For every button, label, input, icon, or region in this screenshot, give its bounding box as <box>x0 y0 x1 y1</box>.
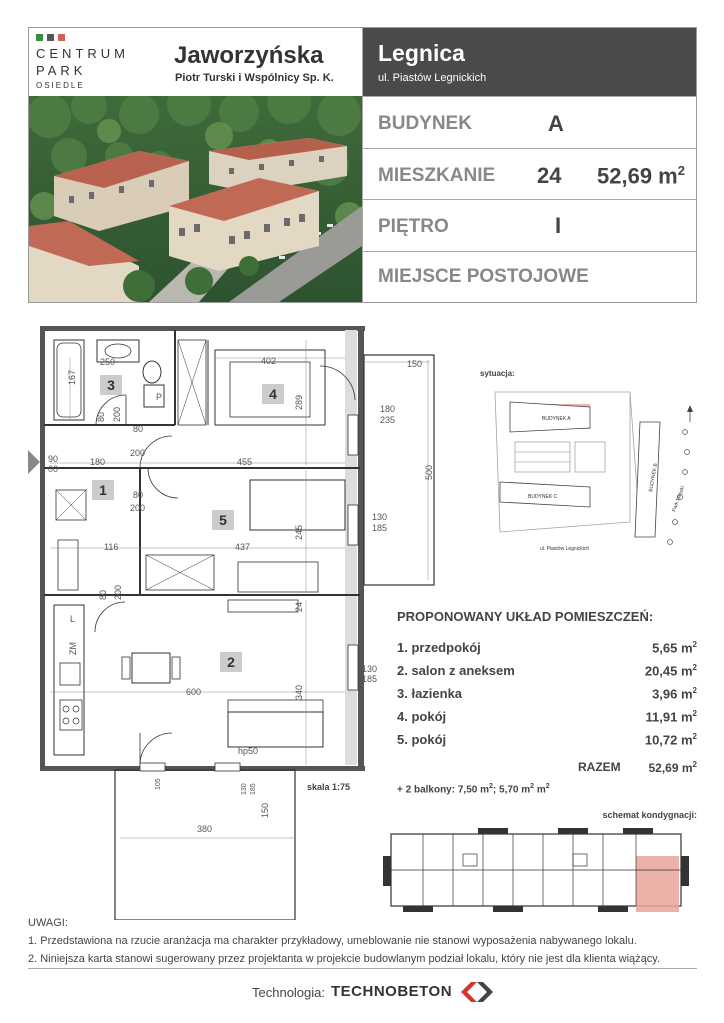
schema-label: schemat kondygnacji: <box>602 810 697 820</box>
room-number-4: 4 <box>269 386 277 402</box>
building-value: A <box>548 111 564 136</box>
dim-235: 235 <box>380 415 396 425</box>
room-row: 4. pokój 11,91 $m^2$ <box>397 709 697 725</box>
dim-130c: 130 <box>241 783 248 795</box>
room-row: 5. pokój 10,72 $m^2$ <box>397 732 697 748</box>
logo-area <box>29 28 363 96</box>
room-number-1: 1 <box>99 482 107 498</box>
divider <box>362 199 696 200</box>
sit-park: Park Miejski <box>671 485 687 513</box>
floor-value: I <box>555 213 562 238</box>
brand-line1: CENTRUM <box>36 46 129 61</box>
dim-105: 105 <box>155 778 162 790</box>
technobeton-logo: TECHNOBETON <box>331 983 453 1000</box>
dim-hp50: hp50 <box>238 746 259 756</box>
room-number-3: 3 <box>107 377 115 393</box>
dim-80b: 80 <box>133 490 144 500</box>
logo-square-grey <box>47 34 54 41</box>
divider <box>362 251 696 252</box>
dim-185a: 185 <box>372 523 388 533</box>
flat-number: 24 <box>537 163 562 188</box>
scale-label: skala 1:75 <box>307 782 351 792</box>
dim-116: 116 <box>104 542 119 552</box>
divider <box>362 96 696 97</box>
dim-455: 455 <box>237 457 253 467</box>
dim-600: 600 <box>186 687 202 697</box>
aerial-photo <box>29 96 362 302</box>
logo-square-green <box>36 34 43 41</box>
tech-label: Technologia: <box>252 985 325 1000</box>
dim-80a: 80 <box>133 424 144 434</box>
dim-180: 180 <box>90 457 106 467</box>
notes-title: UWAGI: <box>28 917 68 929</box>
dim-340: 340 <box>294 684 304 700</box>
dim-00: 00 <box>48 464 59 474</box>
label-l: L <box>70 614 76 624</box>
total-label: RAZEM <box>578 760 621 774</box>
dim-167: 167 <box>67 369 77 385</box>
brand-line3: OSIEDLE <box>36 81 85 90</box>
dim-402: 402 <box>261 356 277 366</box>
technobeton-chevron-icon <box>459 980 495 1004</box>
dim-500: 500 <box>424 464 434 480</box>
rooms-title: PROPONOWANY UKŁAD POMIESZCZEŃ: <box>397 609 654 624</box>
dim-90: 90 <box>48 454 59 464</box>
situation-label: sytuacja: <box>480 369 515 378</box>
dim-150b: 150 <box>260 802 270 818</box>
room-row: 1. przedpokój 5,65 $m^2$ <box>397 640 697 656</box>
dim-80c: 80 <box>96 411 106 422</box>
dim-250: 250 <box>100 357 116 367</box>
floor-label: PIĘTRO <box>378 216 449 237</box>
dim-245: 245 <box>294 524 304 540</box>
dim-200c: 200 <box>112 406 122 422</box>
building-label: BUDYNEK <box>378 113 472 134</box>
room-row: 2. salon z aneksem 20,45 $m^2$ <box>397 663 697 679</box>
dim-80d: 80 <box>98 589 108 600</box>
dim-380: 380 <box>197 824 213 834</box>
brand-line2: PARK <box>36 63 87 78</box>
note-2: 2. Niniejsza karta stanowi sugerowany przez projektanta w projekcie budowlanym podział lokalu, który nie jest dla klienta wiążący. <box>28 953 660 965</box>
sit-building-b: BUDYNEK B <box>648 462 659 493</box>
situation-map <box>480 362 697 557</box>
city-name: Legnica <box>378 40 465 66</box>
sit-building-c: BUDYNEK C <box>528 494 558 500</box>
room-number-5: 5 <box>219 512 227 528</box>
logo-square-red <box>58 34 65 41</box>
dim-437: 437 <box>235 542 251 552</box>
divider <box>362 148 696 149</box>
dim-185c: 185 <box>250 783 257 795</box>
parking-label: MIEJSCE POSTOJOWE <box>378 266 589 287</box>
city-box <box>362 28 696 96</box>
sit-building-a: BUDYNEK A <box>542 416 571 422</box>
room-number-2: 2 <box>227 654 235 670</box>
sit-street: ul. Piastów Legnickich <box>540 546 590 552</box>
balconies-note: + 2 balkony: 7,50 $m^2$; 5,70 $m^2$ $m^2$ <box>397 783 550 796</box>
dim-150: 150 <box>407 359 423 369</box>
divider <box>362 28 363 302</box>
street-name: ul. Piastów Legnickich <box>378 72 487 84</box>
dim-130b: 130 <box>362 664 378 674</box>
dim-180b: 180 <box>380 404 396 414</box>
project-name: Jaworzyńska <box>174 42 324 69</box>
divider <box>28 968 697 969</box>
note-1: 1. Przedstawiona na rzucie aranżacja ma charakter przykładowy, umeblowanie nie stanowi wyposażenia nabywanego lokalu. <box>28 935 637 947</box>
flat-label: MIESZKANIE <box>378 165 496 186</box>
dim-24: 24 <box>294 601 304 612</box>
label-zm: ZM <box>68 642 78 655</box>
dim-200d: 200 <box>113 584 123 600</box>
dim-130a: 130 <box>372 512 388 522</box>
dim-200a: 200 <box>130 448 146 458</box>
floor-schema <box>383 826 695 914</box>
dim-185b: 185 <box>362 674 378 684</box>
flat-area: 52,69 $m^2$ <box>597 163 685 189</box>
developer-name: Piotr Turski i Wspólnicy Sp. K. <box>175 72 334 84</box>
total-value: 52,69 $m^2$ <box>648 760 697 775</box>
label-p: P <box>156 392 163 402</box>
dim-200b: 200 <box>130 503 146 513</box>
dim-289: 289 <box>294 394 304 410</box>
room-row: 3. łazienka 3,96 $m^2$ <box>397 686 697 702</box>
notes <box>28 914 660 968</box>
